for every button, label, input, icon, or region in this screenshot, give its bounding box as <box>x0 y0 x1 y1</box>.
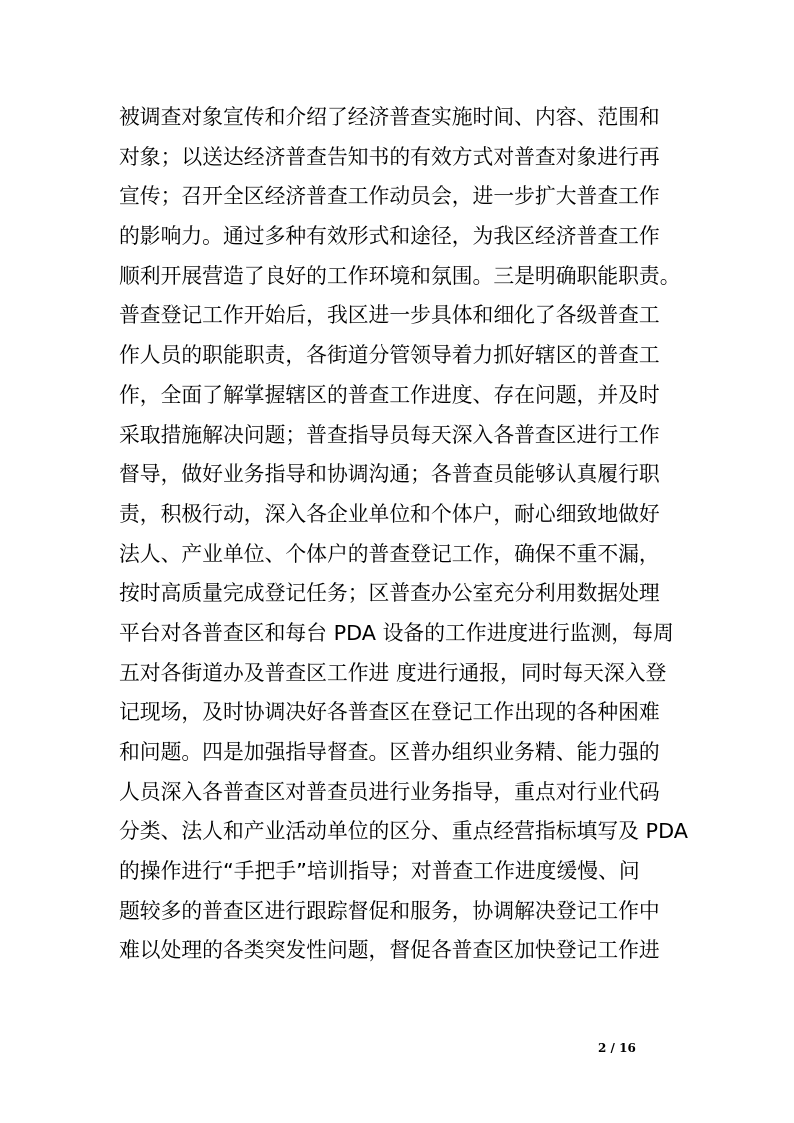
text-line-16: 记现场，及时协调决好各普查区在登记工作出现的各种困难 <box>119 700 660 725</box>
text-line-3: 宣传；召开全区经济普查工作动员会，进一步扩大普查工作 <box>119 184 660 209</box>
text-line-19: 分类、法人和产业活动单位的区分、重点经营指标填写及 PDA <box>119 819 688 844</box>
text-line-6: 普查登记工作开始后，我区进一步具体和细化了各级普查工 <box>119 303 660 328</box>
text-line-4: 的影响力。通过多种有效形式和途径，为我区经济普查工作 <box>119 224 660 249</box>
text-line-13: 按时高质量完成登记任务；区普查办公室充分利用数据处理 <box>119 581 660 606</box>
text-line-20: 的操作进行“手把手”培训指导；对普查工作进度缓慢、问 <box>119 859 640 884</box>
text-line-5: 顺利开展营造了良好的工作环境和氛围。三是明确职能职责。 <box>119 263 681 288</box>
text-line-12: 法人、产业单位、个体户的普查登记工作，确保不重不漏， <box>119 541 660 566</box>
text-line-9: 采取措施解决问题；普查指导员每天深入各普查区进行工作 <box>119 422 660 447</box>
text-line-21: 题较多的普查区进行跟踪督促和服务，协调解决登记工作中 <box>119 898 660 923</box>
text-line-7: 作人员的职能职责，各街道分管领导着力抓好辖区的普查工 <box>119 343 660 368</box>
text-line-11: 责，积极行动，深入各企业单位和个体户，耐心细致地做好 <box>119 501 660 526</box>
text-line-2: 对象；以送达经济普查告知书的有效方式对普查对象进行再 <box>119 144 660 169</box>
text-line-22: 难以处理的各类突发性问题，督促各普查区加快登记工作进 <box>119 938 660 963</box>
text-line-17: 和问题。四是加强指导督查。区普办组织业务精、能力强的 <box>119 740 660 764</box>
text-line-10: 督导，做好业务指导和协调沟通；各普查员能够认真履行职 <box>119 462 660 487</box>
page-number: 2 / 16 <box>598 1041 636 1055</box>
body-text <box>119 98 688 971</box>
text-line-1: 被调查对象宣传和介绍了经济普查实施时间、内容、范围和 <box>119 105 660 129</box>
text-line-14: 平台对各普查区和每台 PDA 设备的工作进度进行监测，每周 <box>119 620 674 645</box>
text-line-15: 五对各街道办及普查区工作进 度进行通报，同时每天深入登 <box>119 660 667 685</box>
text-line-18: 人员深入各普查区对普查员进行业务指导，重点对行业代码 <box>119 779 660 804</box>
text-line-8: 作，全面了解掌握辖区的普查工作进度、存在问题，并及时 <box>119 382 660 407</box>
